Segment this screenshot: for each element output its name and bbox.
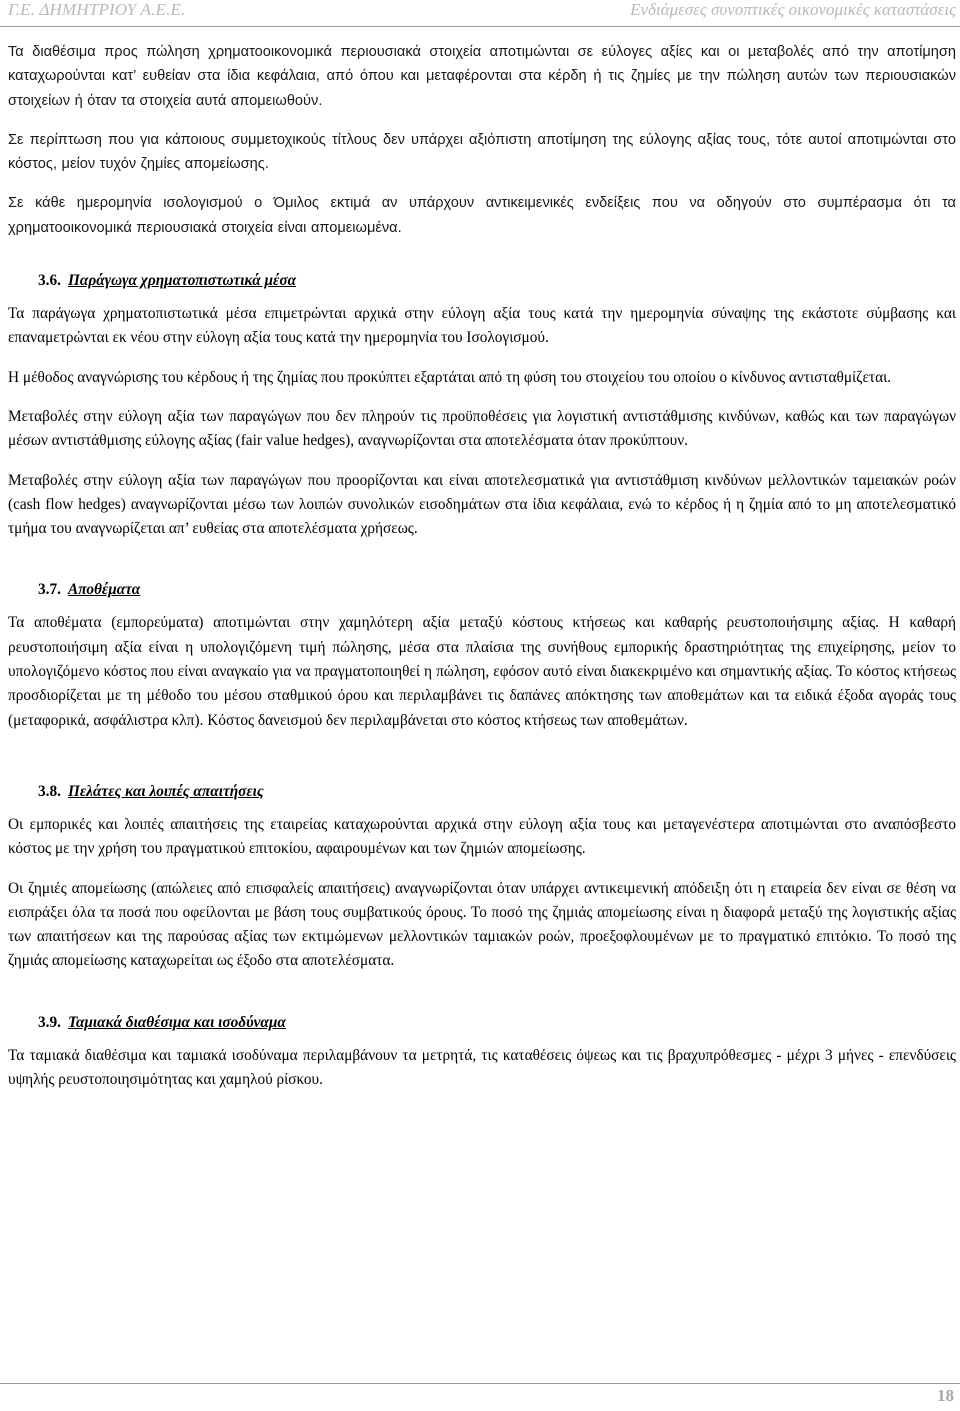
section-number: 3.9. (38, 1013, 61, 1031)
section-heading-3-8 (8, 781, 956, 803)
company-name: Γ.Ε. ΔΗΜΗΤΡΙΟΥ Α.Ε.Ε. (8, 0, 186, 19)
section-title: Αποθέματα (68, 581, 141, 599)
section-title: Παράγωγα χρηματοπιστωτικά μέσα (68, 272, 297, 290)
paragraph: Μεταβολές στην εύλογη αξία των παραγώγων που δεν πληρούν τις προϋποθέσεις για λογιστική αντιστάθμισης κινδύνων, καθώς και των παραγώγων μέσων αντιστάθμισης εύλογης αξίας (fair value hedges), αναγνωρίζονται στα αποτελέσματα όταν προκύπτουν. (8, 407, 956, 450)
paragraph: Τα ταμιακά διαθέσιμα και ταμιακά ισοδύναμα περιλαμβάνουν τα μετρητά, τις καταθέσεις όψεως και τις βραχυπρόθεσμες - μέχρι 3 μήνες - επενδύσεις υψηλής ρευστοποιησιμότητας και χαμηλού ρίσκου. (8, 1046, 956, 1089)
page-footer (0, 1383, 960, 1405)
paragraph: Οι εμπορικές και λοιπές απαιτήσεις της εταιρείας καταχωρούνται αρχικά στην εύλογη αξία τους και μεταγενέστερα αποτιμώνται στο αναπόσβεστο κόστος με την χρήση του πραγματικού επιτοκίου, αφαιρουμένων και των ζημιών απομείωσης. (8, 815, 956, 858)
paragraph: Τα αποθέματα (εμπορεύματα) αποτιμώνται στην χαμηλότερη αξία μεταξύ κόστους κτήσεως και καθαρής ρευστοποιήσιμης αξίας. Η καθαρή ρευστοποιήσιμη αξία είναι η υπολογιζόμενη τιμή πώλησης, μέσα στα πλαίσια της συνήθους εμπορικής δραστηριότητας της επιχείρησης, μείον το υπολογιζόμενο κόστος που είναι αναγκαίο για να πραγματοποιηθεί η πώληση, εφόσον αυτό είναι διακεκριμένο και σημαντικής αξίας. Το κόστος κτήσεως προσδιορίζεται με τη μέθοδο του μέσου σταθμικού όρου και περιλαμβάνει τις δαπάνες απόκτησης των αποθεμάτων και τα ειδικά έξοδα αγοράς τους (μεταφορικά, ασφάλιστρα κλπ). Κόστος δανεισμού δεν περιλαμβάνεται στο κόστος κτήσεως των αποθεμάτων. (8, 614, 956, 729)
paragraph: Τα διαθέσιμα προς πώληση χρηματοοικονομικά περιουσιακά στοιχεία αποτιμώνται σε εύλογες αξίες και οι μεταβολές από την αποτίμηση καταχωρούνται κατ’ ευθείαν στα ίδια κεφάλαια, από όπου και μεταφέρονται στα κέρδη ή τις ζημίες με την πώληση αυτών των περιουσιακών στοιχείων ή όταν τα στοιχεία αυτά απομειωθούν. (8, 44, 956, 109)
paragraph: Μεταβολές στην εύλογη αξία των παραγώγων που προορίζονται και είναι αποτελεσματικά για αντιστάθμιση κινδύνων μελλοντικών ταμειακών ροών (cash flow hedges) αναγνωρίζονται μέσω των λοιπών συνολικών εισοδημάτων στα ίδια κεφάλαια, ενώ το κέρδος ή η ζημία από το μη αποτελεσματικό τμήμα του αναγνωρίζεται απ’ ευθείας στα αποτελέσματα χρήσεως. (8, 471, 956, 538)
page-body (8, 40, 956, 1107)
section-number: 3.8. (38, 782, 61, 800)
paragraph: Σε περίπτωση που για κάποιους συμμετοχικούς τίτλους δεν υπάρχει αξιόπιστη αποτίμηση της εύλογης αξίας τους, τότε αυτοί αποτιμώνται στο κόστος, μείον τυχόν ζημίες απομείωσης. (8, 131, 956, 173)
section-number: 3.6. (38, 272, 61, 290)
section-number: 3.7. (38, 581, 61, 599)
section-heading-3-9 (8, 1012, 956, 1034)
paragraph: Τα παράγωγα χρηματοπιστωτικά μέσα επιμετρώνται αρχικά στην εύλογη αξία τους κατά την ημερομηνία σύναψης της εκάστοτε σύμβασης και επαναμετρώνται εκ νέου στην εύλογη αξία τους κατά την ημερομηνία του Ισολογισμού. (8, 305, 956, 347)
paragraph: Σε κάθε ημερομηνία ισολογισμού ο Όμιλος εκτιμά αν υπάρχουν αντικειμενικές ενδείξεις που να οδηγούν στο συμπέρασμα ότι τα χρηματοοικονομικά περιουσιακά στοιχεία είναι απομειωμένα. (8, 195, 956, 236)
section-heading-3-6 (8, 270, 956, 292)
paragraph: Οι ζημιές απομείωσης (απώλειες από επισφαλείς απαιτήσεις) αναγνωρίζονται όταν υπάρχει αντικειμενική απόδειξη ότι η εταιρεία δεν είναι σε θέση να εισπράξει όλα τα ποσά που οφείλονται με βάση τους συμβατικούς όρους. Το ποσό της ζημιάς απομείωσης είναι η διαφορά μεταξύ της λογιστικής αξίας των απαιτήσεων και της παρούσας αξίας των εκτιμώμενων μελλοντικών ταμιακών ροών, προεξοφλουμένων με το πραγματικό επιτόκιο. Το ποσό της ζημιάς απομείωσης καταχωρείται ως έξοδο στα αποτελέσματα. (8, 879, 956, 970)
paragraph: Η μέθοδος αναγνώρισης του κέρδους ή της ζημίας που προκύπτει εξαρτάται από τη φύση του στοιχείου του οποίου ο κίνδυνος αντισταθμίζεται. (8, 368, 892, 386)
section-title: Πελάτες και λοιπές απαιτήσεις (68, 782, 264, 800)
page-header (0, 0, 960, 27)
document-title: Ενδιάμεσες συνοπτικές οικονομικές καταστάσεις (630, 0, 956, 19)
section-heading-3-7 (8, 579, 956, 601)
section-title: Ταμιακά διαθέσιμα και ισοδύναμα (68, 1013, 286, 1031)
page-number: 18 (937, 1386, 954, 1405)
